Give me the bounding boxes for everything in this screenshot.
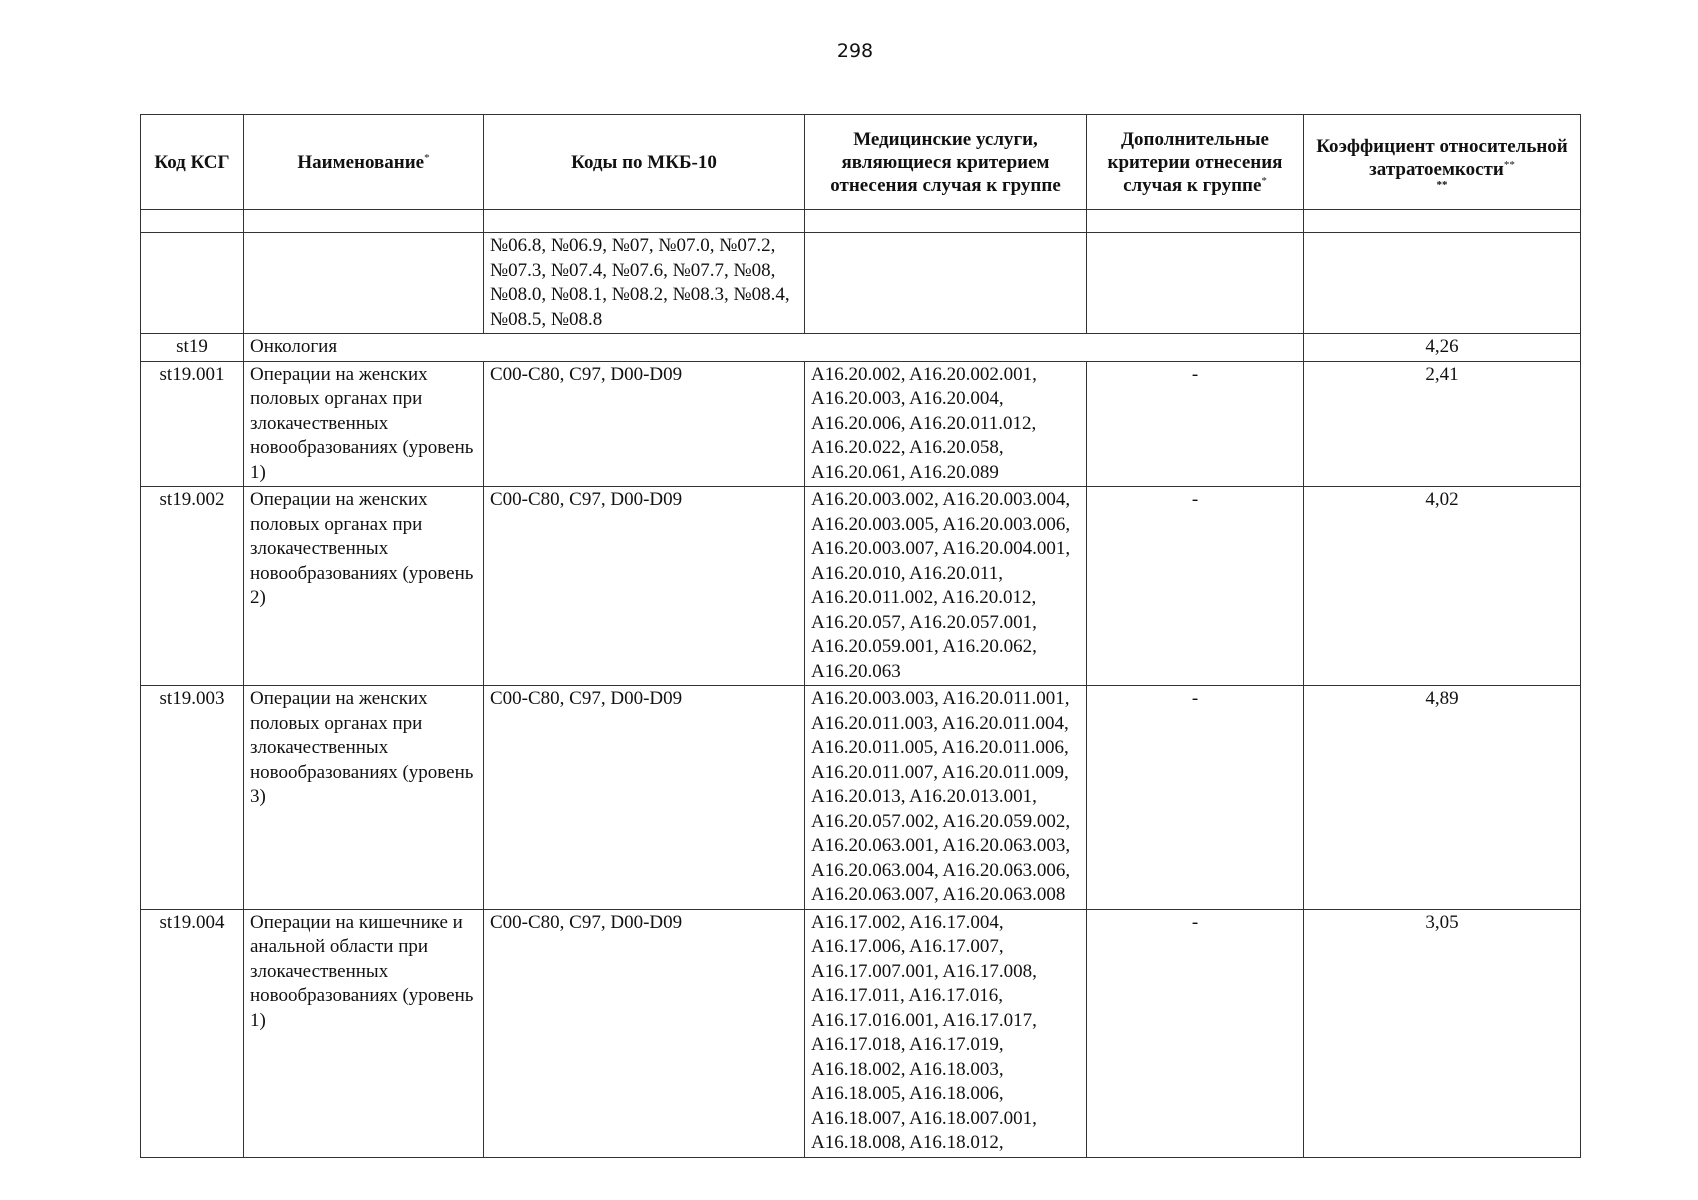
header-code: Код КСГ (141, 115, 244, 210)
services-cell: A16.20.003.002, A16.20.003.004, A16.20.003.005, A16.20.003.006, A16.20.003.007, A16.20.004.001, A16.20.010, A16.20.011, A16.20.011.002, A16.20.012, A16.20.057, A16.20.057.001, A16.20.059.001, A16.20.062, A16.20.063 (805, 487, 1087, 686)
section-name-cell: Онкология (244, 334, 1304, 362)
coef-footnote-mark: ** (1503, 159, 1515, 171)
coef-footnote-mark-2: ** (1436, 179, 1448, 191)
coef-cell: 4,02 (1304, 487, 1581, 686)
ksg-table (140, 114, 1581, 1158)
code-cell: st19.003 (141, 686, 244, 910)
header-mkb: Коды по МКБ-10 (484, 115, 805, 210)
criteria-cell: - (1087, 909, 1304, 1157)
name-cell: Операции на женских половых органах при злокачественных новообразованиях (уровень 1) (244, 361, 484, 487)
section-row (141, 334, 1581, 362)
header-coef: Коэффициент относительной затратоемкости** ** (1304, 115, 1581, 210)
name-cell: Операции на кишечнике и анальной области при злокачественных новообразованиях (уровень 1) (244, 909, 484, 1157)
criteria-cell: - (1087, 361, 1304, 487)
name-cell: Операции на женских половых органах при злокачественных новообразованиях (уровень 2) (244, 487, 484, 686)
code-cell: st19.002 (141, 487, 244, 686)
page-number: 298 (836, 40, 874, 62)
section-code-cell: st19 (141, 334, 244, 362)
continuation-mkb-cell: №06.8, №06.9, №07, №07.0, №07.2, №07.3, №07.4, №07.6, №07.7, №08, №08.0, №08.1, №08.2, №08.3, №08.4, №08.5, №08.8 (484, 233, 805, 334)
services-cell: A16.20.002, A16.20.002.001, A16.20.003, A16.20.004, A16.20.006, A16.20.011.012, A16.20.022, A16.20.058, A16.20.061, A16.20.089 (805, 361, 1087, 487)
header-services: Медицинские услуги, являющиеся критерием отнесения случая к группе (805, 115, 1087, 210)
criteria-cell: - (1087, 686, 1304, 910)
coef-cell: 3,05 (1304, 909, 1581, 1157)
table-row (141, 686, 1581, 910)
mkb-cell: C00-C80, C97, D00-D09 (484, 686, 805, 910)
criteria-footnote-mark: * (1261, 174, 1267, 187)
table-row (141, 487, 1581, 686)
code-cell: st19.001 (141, 361, 244, 487)
spacer-row (141, 210, 1581, 233)
header-criteria: Дополнительные критерии отнесения случая к группе* (1087, 115, 1304, 210)
name-footnote-mark: * (424, 151, 430, 164)
continuation-row (141, 233, 1581, 334)
coef-cell: 2,41 (1304, 361, 1581, 487)
code-cell: st19.004 (141, 909, 244, 1157)
services-cell: A16.17.002, A16.17.004, A16.17.006, A16.17.007, A16.17.007.001, A16.17.008, A16.17.011, A16.17.016, A16.17.016.001, A16.17.017, A16.17.018, A16.17.019, A16.18.002, A16.18.003, A16.18.005, A16.18.006, A16.18.007, A16.18.007.001, A16.18.008, A16.18.012, (805, 909, 1087, 1157)
mkb-cell: C00-C80, C97, D00-D09 (484, 909, 805, 1157)
section-coef-cell: 4,26 (1304, 334, 1581, 362)
mkb-cell: C00-C80, C97, D00-D09 (484, 487, 805, 686)
table-row (141, 361, 1581, 487)
table-header-row (141, 115, 1581, 210)
table-row (141, 909, 1581, 1157)
name-cell: Операции на женских половых органах при злокачественных новообразованиях (уровень 3) (244, 686, 484, 910)
services-cell: A16.20.003.003, A16.20.011.001, A16.20.011.003, A16.20.011.004, A16.20.011.005, A16.20.011.006, A16.20.011.007, A16.20.011.009, A16.20.013, A16.20.013.001, A16.20.057.002, A16.20.059.002, A16.20.063.001, A16.20.063.003, A16.20.063.004, A16.20.063.006, A16.20.063.007, A16.20.063.008 (805, 686, 1087, 910)
coef-cell: 4,89 (1304, 686, 1581, 910)
header-name: Наименование* (244, 115, 484, 210)
mkb-cell: C00-C80, C97, D00-D09 (484, 361, 805, 487)
criteria-cell: - (1087, 487, 1304, 686)
